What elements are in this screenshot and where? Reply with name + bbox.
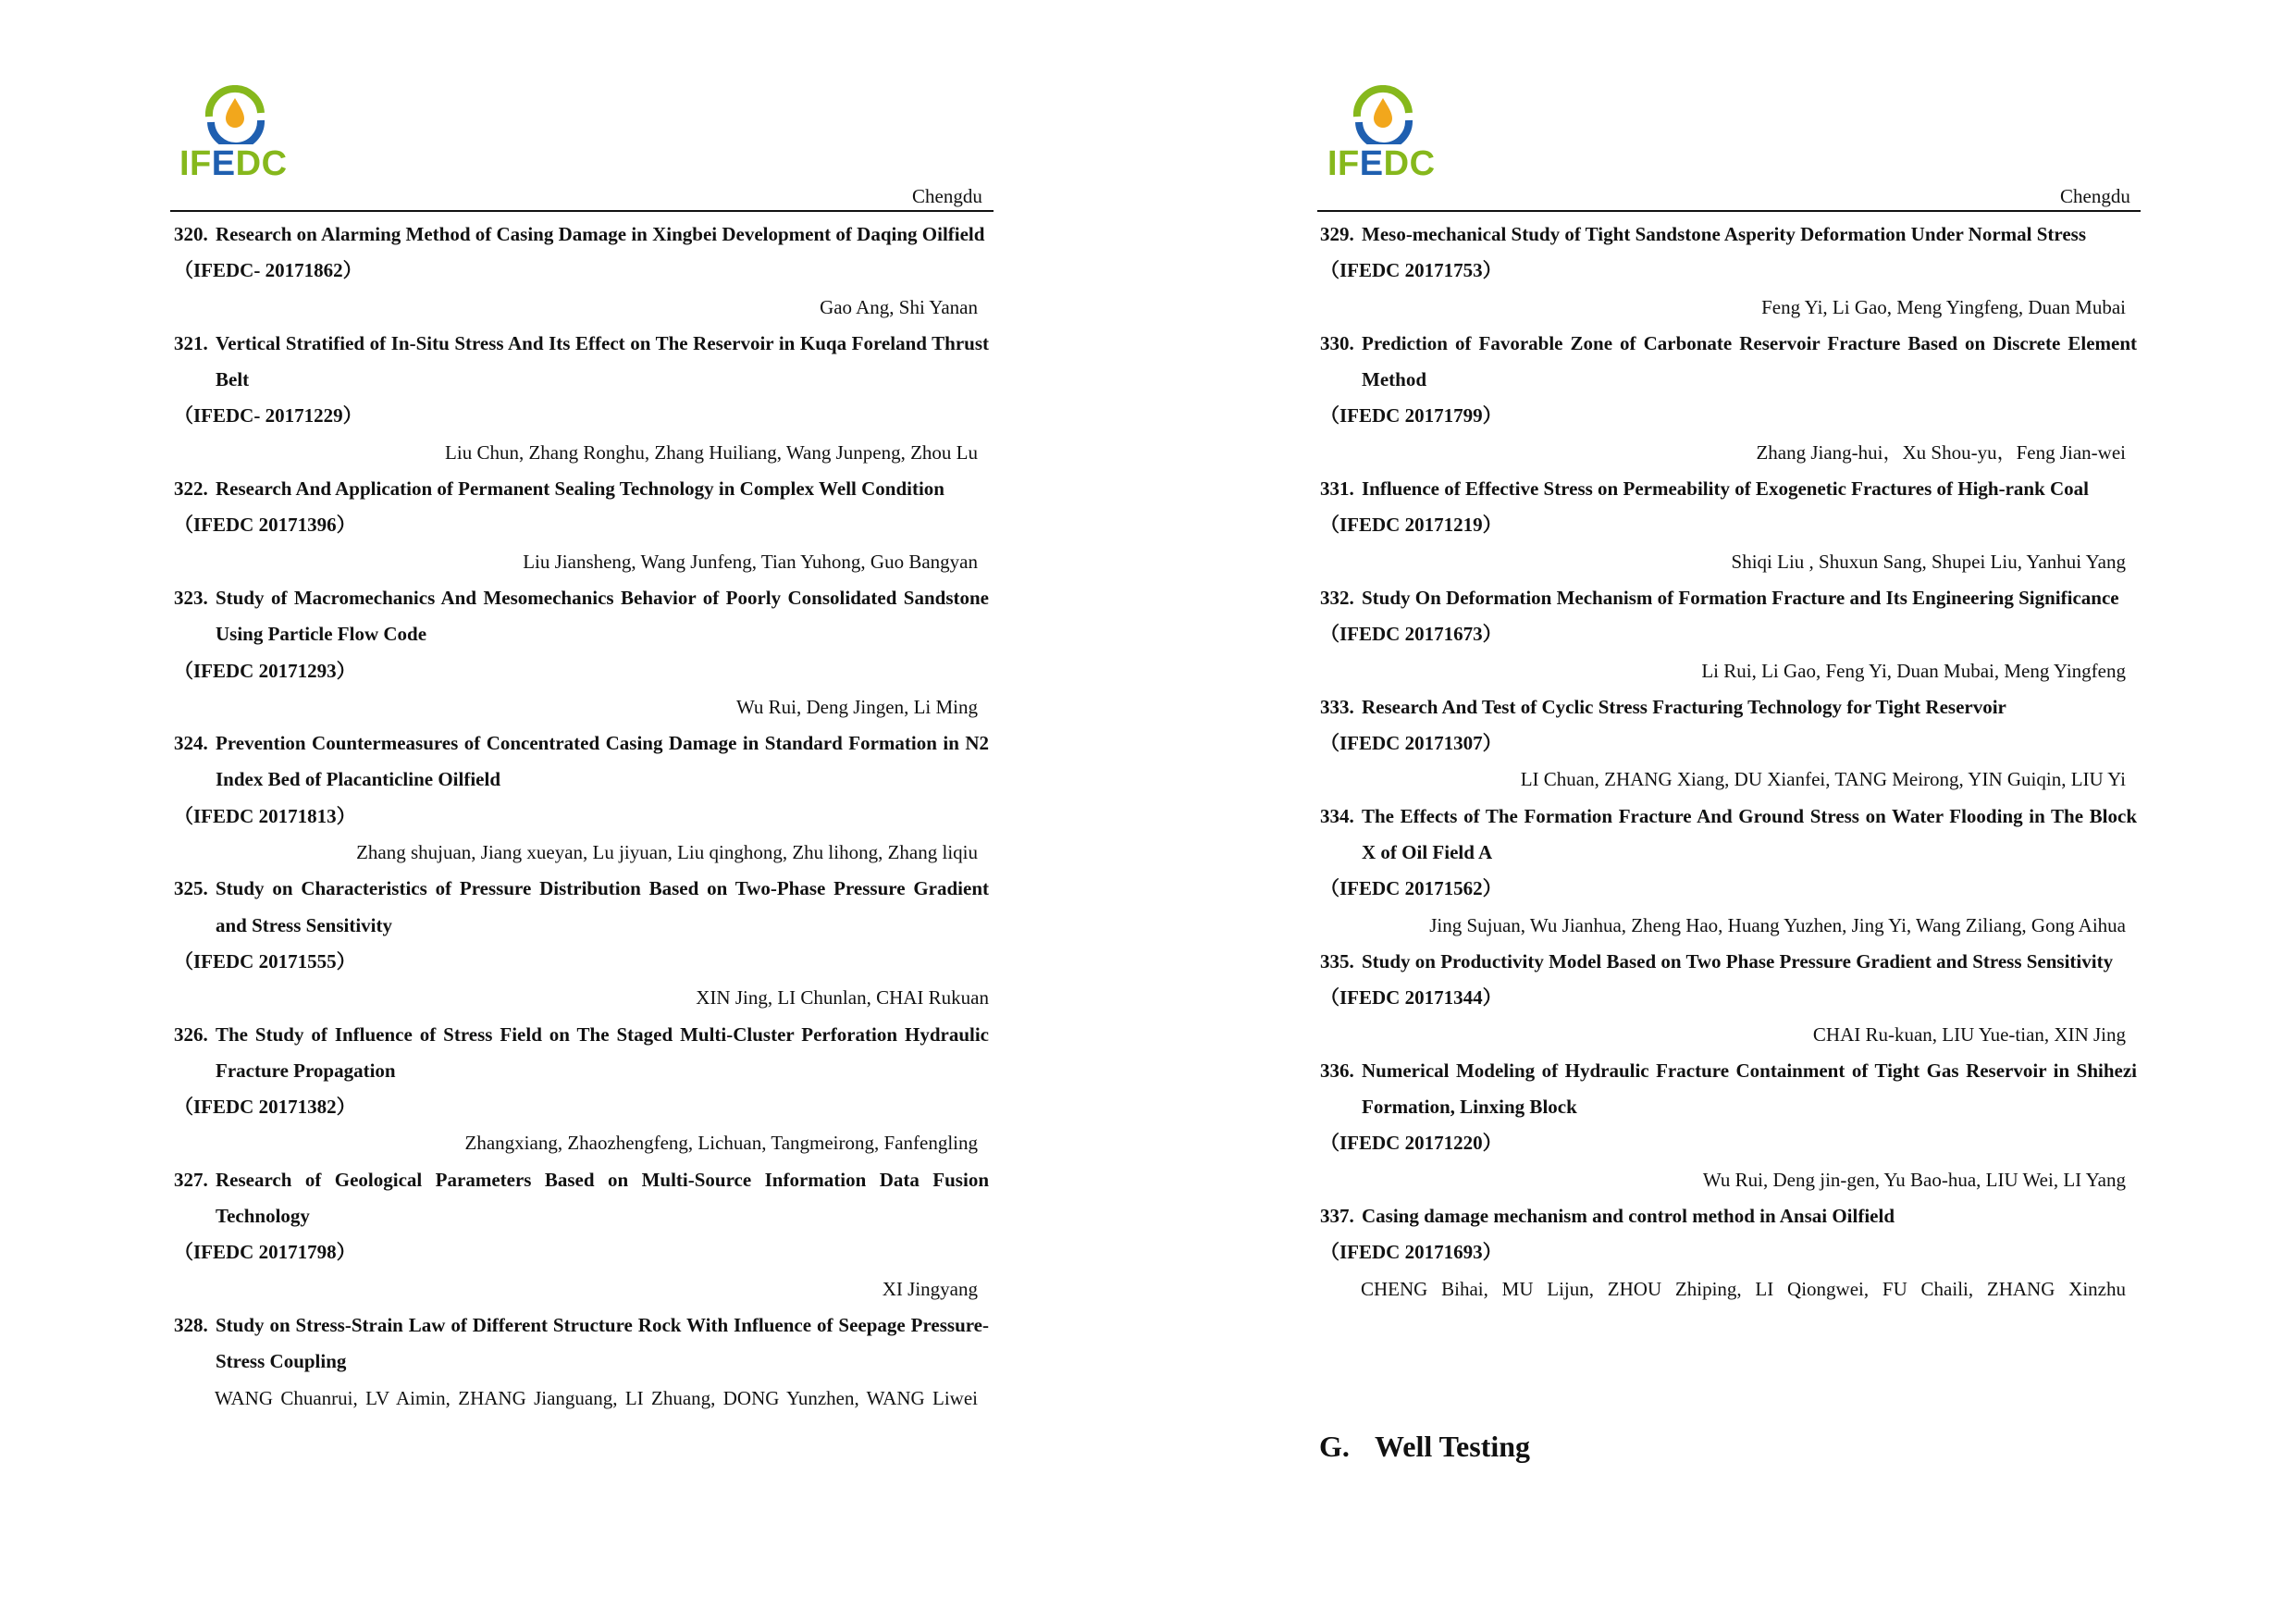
- paper-title: 332. Study On Deformation Mechanism of Formation Fracture and Its Engineering Significance: [1320, 580, 2137, 616]
- paper-id: （IFEDC 20171219）: [1320, 514, 1502, 537]
- right-page: [1148, 0, 2296, 1623]
- paper-title: 323. Study of Macromechanics And Mesomechanics Behavior of Poorly Consolidated Sandstone Using Particle Flow Code: [174, 580, 989, 653]
- ifedc-logo-mark-icon: [204, 85, 266, 144]
- paper-title: 333. Research And Test of Cyclic Stress Fracturing Technology for Tight Reservoir: [1320, 689, 2137, 725]
- paper-entry: [1320, 799, 2137, 944]
- paper-number: 326.: [174, 1022, 208, 1046]
- logo-text: IFEDC: [179, 144, 288, 183]
- paper-entry: [174, 725, 989, 871]
- paper-title: 336. Numerical Modeling of Hydraulic Fracture Containment of Tight Gas Reservoir in Shihezi Formation, Linxing Block: [1320, 1053, 2137, 1126]
- paper-id: （IFEDC 20171813）: [174, 804, 356, 827]
- header-city: Chengdu: [2060, 185, 2130, 207]
- paper-authors: Liu Jiansheng, Wang Junfeng, Tian Yuhong, Guo Bangyan: [523, 550, 978, 573]
- paper-entry: [174, 871, 989, 1016]
- paper-title: 330. Prediction of Favorable Zone of Carbonate Reservoir Fracture Based on Discrete Element Method: [1320, 326, 2137, 399]
- paper-entry: [1320, 471, 2137, 580]
- paper-title: 331. Influence of Effective Stress on Permeability of Exogenetic Fractures of High-rank Coal: [1320, 471, 2137, 507]
- paper-authors: LI Chuan, ZHANG Xiang, DU Xianfei, TANG Meirong, YIN Guiqin, LIU Yi: [1520, 768, 2126, 791]
- paper-number: 332.: [1320, 586, 1354, 609]
- paper-authors: XI Jingyang: [882, 1277, 978, 1300]
- paper-number: 329.: [1320, 223, 1354, 245]
- paper-id: （IFEDC 20171555）: [174, 949, 356, 973]
- paper-id: （IFEDC 20171396）: [174, 514, 356, 537]
- section-number: G.: [1319, 1430, 1350, 1463]
- paper-number: 330.: [1320, 331, 1354, 354]
- paper-number: 320.: [174, 223, 208, 245]
- paper-entry: [174, 326, 989, 471]
- paper-authors: Jing Sujuan, Wu Jianhua, Zheng Hao, Huang Yuzhen, Jing Yi, Wang Ziliang, Gong Aihua: [1429, 913, 2126, 936]
- paper-id: （IFEDC 20171753）: [1320, 259, 1502, 282]
- header-rule: [1317, 210, 2141, 212]
- paper-title: 325. Study on Characteristics of Pressure Distribution Based on Two-Phase Pressure Gradient and Stress Sensitivity: [174, 871, 989, 944]
- paper-title: 326. The Study of Influence of Stress Field on The Staged Multi-Cluster Perforation Hydraulic Fracture Propagation: [174, 1017, 989, 1090]
- paper-number: 336.: [1320, 1059, 1354, 1082]
- paper-authors: Li Rui, Li Gao, Feng Yi, Duan Mubai, Meng Yingfeng: [1701, 659, 2126, 682]
- paper-authors: CHENG Bihai, MU Lijun, ZHOU Zhiping, LI Qiongwei, FU Chaili, ZHANG Xinzhu: [1361, 1277, 2126, 1300]
- paper-entry: [1320, 689, 2137, 799]
- ifedc-logo: [176, 85, 305, 187]
- paper-authors: Feng Yi, Li Gao, Meng Yingfeng, Duan Mubai: [1761, 295, 2126, 318]
- logo-text: IFEDC: [1327, 144, 1436, 183]
- paper-authors: Liu Chun, Zhang Ronghu, Zhang Huiliang, Wang Junpeng, Zhou Lu: [445, 440, 978, 464]
- paper-title: 337. Casing damage mechanism and control method in Ansai Oilfield: [1320, 1198, 2137, 1234]
- paper-number: 325.: [174, 877, 208, 900]
- paper-number: 322.: [174, 477, 208, 501]
- paper-title: 328. Study on Stress-Strain Law of Different Structure Rock With Influence of Seepage Pressure-Stress Coupling: [174, 1307, 989, 1381]
- header-rule: [170, 210, 994, 212]
- paper-id: （IFEDC- 20171862）: [174, 259, 363, 282]
- section-heading: [1319, 1430, 1530, 1464]
- paper-entry: [174, 1162, 989, 1307]
- paper-id: （IFEDC 20171562）: [1320, 877, 1502, 900]
- right-entry-list: [1320, 217, 2137, 1307]
- paper-entry: [1320, 580, 2137, 689]
- paper-id: （IFEDC 20171293）: [174, 659, 356, 682]
- paper-id: （IFEDC 20171220）: [1320, 1132, 1502, 1155]
- paper-number: 323.: [174, 586, 208, 609]
- paper-number: 337.: [1320, 1205, 1354, 1228]
- paper-number: 327.: [174, 1168, 208, 1191]
- paper-authors: CHAI Ru-kuan, LIU Yue-tian, XIN Jing: [1812, 1022, 2126, 1046]
- paper-number: 321.: [174, 331, 208, 354]
- paper-entry: [1320, 944, 2137, 1053]
- paper-entry: [174, 471, 989, 580]
- left-entry-list: [174, 217, 989, 1417]
- paper-id: （IFEDC 20171799）: [1320, 404, 1502, 427]
- paper-authors: Zhang shujuan, Jiang xueyan, Lu jiyuan, Liu qinghong, Zhu lihong, Zhang liqiu: [356, 841, 978, 864]
- paper-number: 331.: [1320, 477, 1354, 501]
- paper-entry: [1320, 1053, 2137, 1198]
- paper-authors: Shiqi Liu , Shuxun Sang, Shupei Liu, Yanhui Yang: [1731, 550, 2126, 573]
- paper-id: （IFEDC- 20171229）: [174, 404, 363, 427]
- paper-authors: WANG Chuanrui, LV Aimin, ZHANG Jianguang, LI Zhuang, DONG Yunzhen, WANG Liwei: [215, 1386, 978, 1409]
- paper-number: 334.: [1320, 804, 1354, 827]
- paper-entry: [174, 217, 989, 326]
- paper-id: （IFEDC 20171307）: [1320, 732, 1502, 755]
- paper-title: 335. Study on Productivity Model Based on Two Phase Pressure Gradient and Stress Sensitivity: [1320, 944, 2137, 980]
- paper-authors: XIN Jing, LI Chunlan, CHAI Rukuan: [696, 986, 989, 1010]
- section-title: Well Testing: [1375, 1430, 1531, 1463]
- header-city: Chengdu: [912, 185, 982, 207]
- ifedc-logo: [1324, 85, 1453, 187]
- paper-authors: Wu Rui, Deng jin-gen, Yu Bao-hua, LIU Wei, LI Yang: [1702, 1168, 2126, 1191]
- paper-number: 328.: [174, 1313, 208, 1336]
- paper-id: （IFEDC 20171344）: [1320, 986, 1502, 1010]
- paper-number: 324.: [174, 732, 208, 755]
- paper-entry: [1320, 217, 2137, 326]
- paper-title: 324. Prevention Countermeasures of Concentrated Casing Damage in Standard Formation in N2 Index Bed of Placanticline Oilfield: [174, 725, 989, 799]
- paper-title: 321. Vertical Stratified of In-Situ Stress And Its Effect on The Reservoir in Kuqa Foreland Thrust Belt: [174, 326, 989, 399]
- paper-number: 335.: [1320, 949, 1354, 973]
- paper-title: 329. Meso-mechanical Study of Tight Sandstone Asperity Deformation Under Normal Stress: [1320, 217, 2137, 253]
- paper-authors: Zhang Jiang-hui，Xu Shou-yu，Feng Jian-wei: [1756, 440, 2126, 464]
- ifedc-logo-mark-icon: [1352, 85, 1414, 144]
- paper-authors: Zhangxiang, Zhaozhengfeng, Lichuan, Tangmeirong, Fanfengling: [464, 1132, 978, 1155]
- paper-authors: Wu Rui, Deng Jingen, Li Ming: [735, 695, 978, 718]
- paper-number: 333.: [1320, 695, 1354, 718]
- paper-title: 327. Research of Geological Parameters Based on Multi-Source Information Data Fusion Technology: [174, 1162, 989, 1235]
- paper-id: （IFEDC 20171693）: [1320, 1241, 1502, 1264]
- paper-id: （IFEDC 20171673）: [1320, 623, 1502, 646]
- paper-authors: Gao Ang, Shi Yanan: [820, 295, 978, 318]
- paper-entry: [174, 1307, 989, 1417]
- paper-title: 320. Research on Alarming Method of Casing Damage in Xingbei Development of Daqing Oilfield: [174, 217, 989, 253]
- paper-id: （IFEDC 20171798）: [174, 1241, 356, 1264]
- paper-title: 322. Research And Application of Permanent Sealing Technology in Complex Well Condition: [174, 471, 989, 507]
- paper-entry: [174, 580, 989, 725]
- paper-title: 334. The Effects of The Formation Fracture And Ground Stress on Water Flooding in The Block X of Oil Field A: [1320, 799, 2137, 872]
- paper-entry: [1320, 1198, 2137, 1307]
- paper-entry: [1320, 326, 2137, 471]
- paper-id: （IFEDC 20171382）: [174, 1096, 356, 1119]
- paper-entry: [174, 1017, 989, 1162]
